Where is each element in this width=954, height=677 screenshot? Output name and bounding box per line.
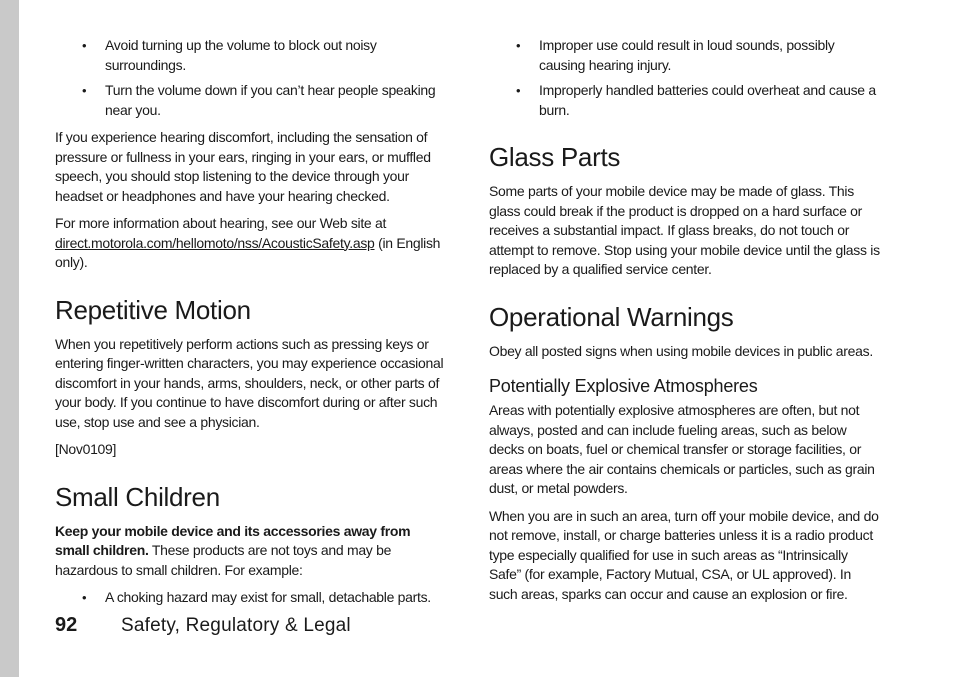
hearing-tips-list [55,36,447,120]
right-column [489,36,881,612]
more-info-suffix: (in English only). [55,234,441,270]
acoustic-safety-link[interactable]: direct.motorola.com/hellomoto/nss/AcousticSafety.asp [55,234,375,251]
small-children-bold-text: Keep your mobile device and its accessories away from small children. [55,522,411,558]
list-item: • Improper use could result in loud sounds, possibly causing hearing injury. [489,36,881,75]
more-info-prefix: For more information about hearing, see our Web site at [55,215,387,231]
small-children-paragraph [55,522,447,581]
operational-warnings-paragraph: Obey all posted signs when using mobile devices in public areas. [489,342,873,359]
repetitive-motion-paragraph: When you repetitively perform actions such as pressing keys or entering finger-written characters, you may experience occasional discomfort in your hands, arms, shoulders, neck, or other parts of your body. If you continue to have discomfort during or after such use, stop use and see a physician. [55,335,444,430]
explosive-atmospheres-paragraph-2: When you are in such an area, turn off your mobile device, and do not remove, install, or charge batteries unless it is a radio product type especially qualified for use in such areas as “Intrinsically Safe” (for example, Factory Mutual, CSA, or UL approved). In such areas, sparks can occur and cause an explosion or fire. [489,507,879,602]
explosive-atmospheres-heading: Potentially Explosive Atmospheres [489,376,758,396]
list-item: • Avoid turning up the volume to block out noisy surroundings. [55,36,447,75]
operational-warnings-heading: Operational Warnings [489,301,734,332]
list-item: • Improperly handled batteries could overheat and cause a burn. [489,81,881,120]
hearing-discomfort-paragraph: If you experience hearing discomfort, including the sensation of pressure or fullness in your ears, ringing in your ears, or muffled speech, you should stop listening to the device through your headset or headphones and have your hearing checked. [55,129,431,204]
explosive-atmospheres-paragraph-1: Areas with potentially explosive atmospheres are often, but not always, posted and can include fueling areas, such as below decks on boats, fuel or chemical transfer or storage facilities, or areas where the air contains chemicals or particles, such as grain dust, or metal powders. [489,402,875,496]
list-item: • Turn the volume down if you can’t hear people speaking near you. [55,81,447,120]
repetitive-motion-code: [Nov0109] [55,441,117,457]
left-column [55,36,447,616]
section-title: Safety, Regulatory & Legal [121,615,351,636]
small-children-list [55,588,447,608]
small-children-heading: Small Children [55,481,220,512]
small-children-body-text: These products are not toys and may be hazardous to small children. For example: [55,542,392,578]
page-edge-bar [0,0,19,677]
page-number: 92 [55,614,78,636]
glass-parts-paragraph: Some parts of your mobile device may be made of glass. This glass could break if the product is dropped on a hard surface or receives a substantial impact. If glass breaks, do not touch or attempt to remove. Stop using your mobile device until the glass is replaced by a qualified service center. [489,183,880,277]
repetitive-motion-heading: Repetitive Motion [55,294,251,325]
misuse-risks-list [489,36,881,120]
more-info-paragraph [55,214,447,273]
glass-parts-heading: Glass Parts [489,142,621,172]
list-item: • A choking hazard may exist for small, detachable parts. [55,588,447,608]
